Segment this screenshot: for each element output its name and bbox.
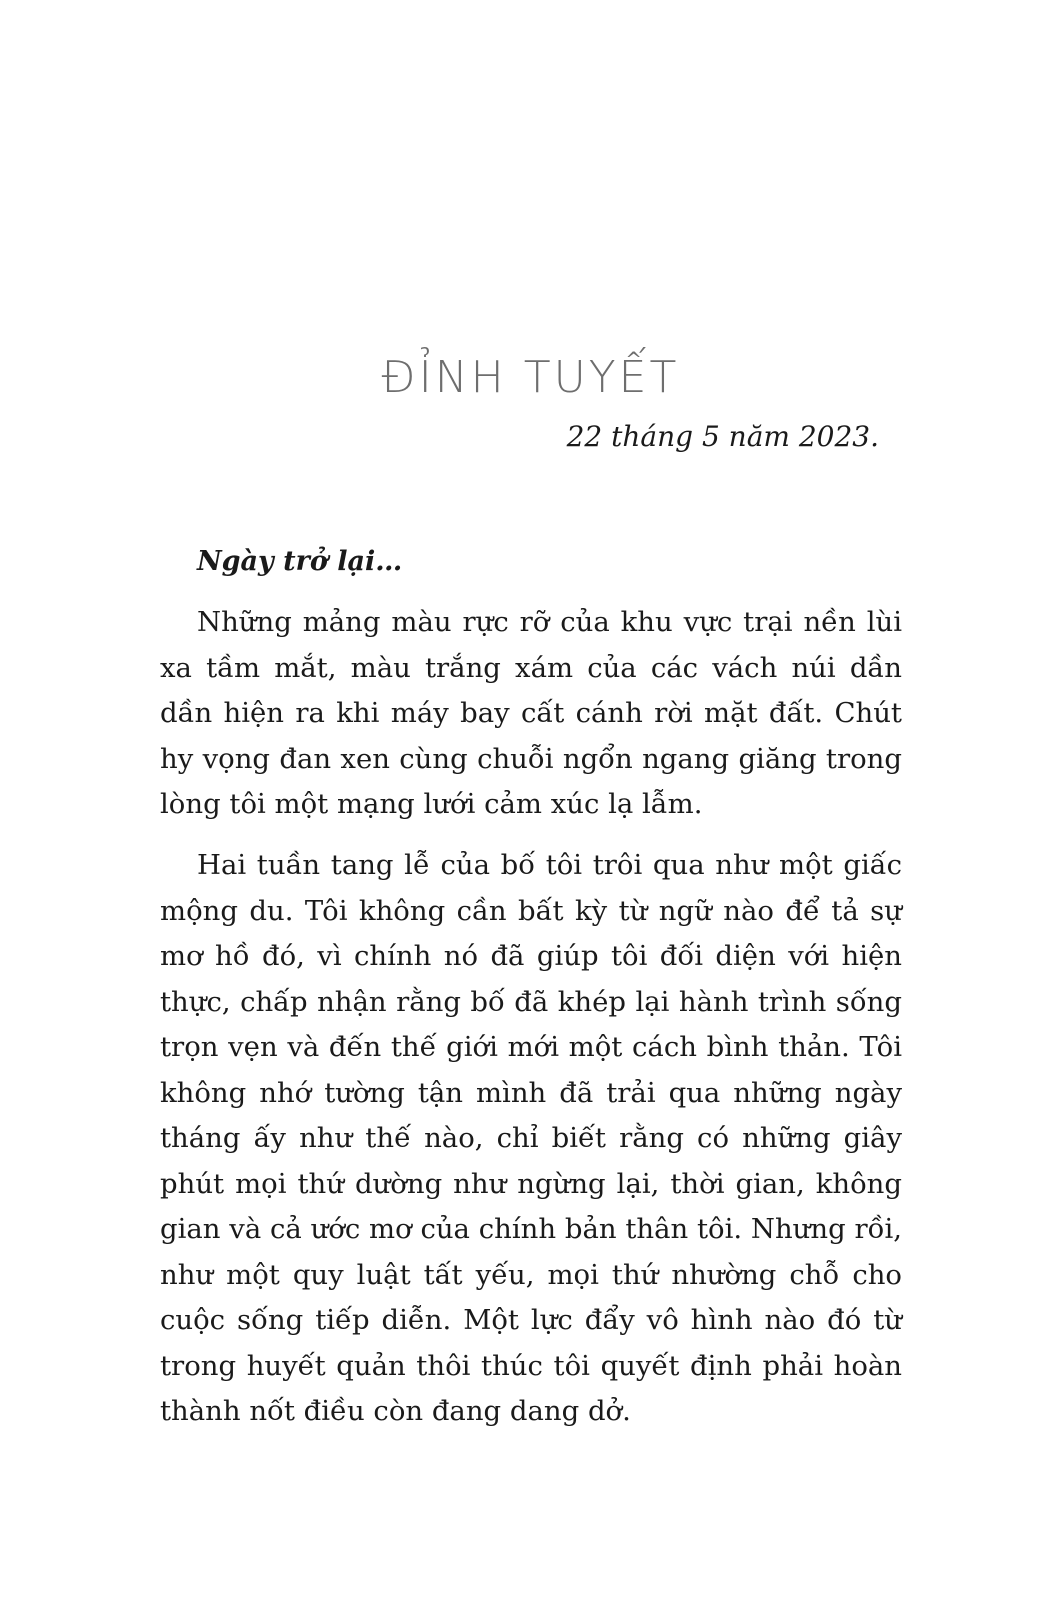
body-paragraph-2: Hai tuần tang lễ của bố tôi trôi qua như một giấc mộng du. Tôi không cần bất kỳ từ ngữ nào để tả sự mơ hồ đó, vì chính nó đã giúp tôi đối diện với hiện thực, chấp nhận rằng bố đã khép lại hành trình sống trọn vẹn và đến thế giới mới một cách bình thản. Tôi không nhớ tường tận mình đã trải qua những ngày tháng ấy như thế nào, chỉ biết rằng có những giây phút mọi thứ dường như ngừng lại, thời gian, không gian và cả ước mơ của chính bản thân tôi. Nhưng rồi, như một quy luật tất yếu, mọi thứ nhường chỗ cho cuộc sống tiếp diễn. Một lực đẩy vô hình nào đó từ trong huyết quản thôi thúc tôi quyết định phải hoàn thành nốt điều còn đang dang dở. — [160, 849, 902, 1427]
chapter-title: ĐỈNH TUYẾT — [381, 352, 680, 403]
section-heading: Ngày trở lại… — [197, 546, 403, 577]
chapter-date: 22 tháng 5 năm 2023. — [566, 420, 879, 453]
body-paragraph-1: Những mảng màu rực rỡ của khu vực trại nền lùi xa tầm mắt, màu trắng xám của các vách núi dần dần hiện ra khi máy bay cất cánh rời mặt đất. Chút hy vọng đan xen cùng chuỗi ngổn ngang giăng trong lòng tôi một mạng lưới cảm xúc lạ lẫm. — [160, 606, 902, 820]
